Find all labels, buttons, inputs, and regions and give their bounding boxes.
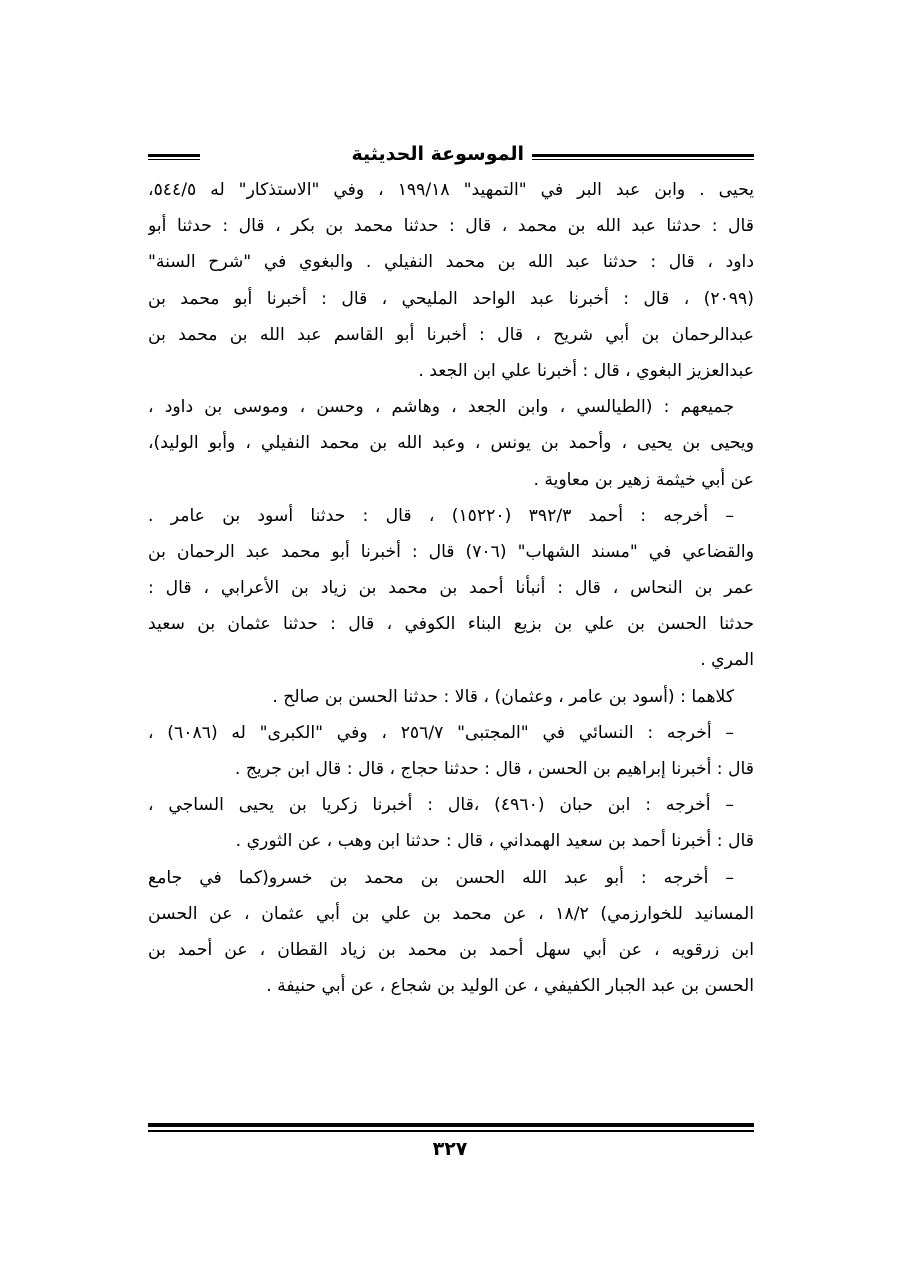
text-line: (٢٠٩٩) ، قال : أخبرنا عبد الواحد المليحي ، قال : أخبرنا أبو محمد بن <box>148 288 754 309</box>
header-rule-left <box>148 154 200 160</box>
footer-rule <box>148 1123 754 1132</box>
text-line: كلاهما : (أسود بن عامر ، وعثمان) ، قالا : حدثنا الحسن بن صالح . <box>272 686 734 707</box>
text-line: ابن زرقويه ، عن أبي سهل أحمد بن محمد بن زياد القطان ، عن أحمد بن <box>148 939 754 960</box>
text-line: قال : حدثنا عبد الله بن محمد ، قال : حدثنا محمد بن بكر ، قال : حدثنا أبو <box>148 216 754 237</box>
text-line: المسانيد للخوارزمي) ١٨/٢ ، عن محمد بن علي بن أبي عثمان ، عن الحسن <box>148 903 754 924</box>
text-line: الحسن بن عبد الجبار الكفيفي ، عن الوليد بن شجاع ، عن أبي حنيفة . <box>266 976 754 997</box>
text-line: عبدالرحمان بن أبي شريح ، قال : أخبرنا أبو القاسم عبد الله بن محمد بن <box>148 324 754 345</box>
text-line: جميعهم : (الطيالسي ، وابن الجعد ، وهاشم ، وحسن ، وموسى بن داود ، <box>148 397 734 418</box>
text-line: المري . <box>700 650 754 671</box>
header-rule-right <box>532 154 754 160</box>
header-title: الموسوعة الحديثية <box>351 143 524 165</box>
body-text <box>148 172 754 1004</box>
text-line: ويحيى بن يحيى ، وأحمد بن يونس ، وعبد الله بن محمد النفيلي ، وأبو الوليد)، <box>148 433 754 454</box>
text-line: يحيى . وابن عبد البر في "التمهيد" ١٩٩/١٨ ، وفي "الاستذكار" له ٥٤٤/٥، <box>148 180 754 200</box>
text-line: والقضاعي في "مسند الشهاب" (٧٠٦) قال : أخبرنا أبو محمد عبد الرحمان بن <box>148 541 754 562</box>
text-line: داود ، قال : حدثنا عبد الله بن محمد النفيلي . والبغوي في "شرح السنة" <box>148 252 754 273</box>
text-line: – أخرجه : أبو عبد الله الحسن بن محمد بن خسرو(كما في جامع <box>148 867 734 888</box>
text-line: حدثنا الحسن بن علي بن بزيع البناء الكوفي ، قال : حدثنا عثمان بن سعيد <box>148 614 754 635</box>
text-line: – أخرجه : ابن حبان (٤٩٦٠) ،قال : أخبرنا زكريا بن يحيى الساجي ، <box>148 795 734 816</box>
text-line: عمر بن النحاس ، قال : أنبأنا أحمد بن محمد بن زياد بن الأعرابي ، قال : <box>148 578 754 599</box>
text-line: – أخرجه : أحمد ٣٩٢/٣ (١٥٢٢٠) ، قال : حدثنا أسود بن عامر . <box>148 505 734 526</box>
text-line: – أخرجه : النسائي في "المجتبى" ٢٥٦/٧ ، وفي "الكبرى" له (٦٠٨٦) ، <box>148 722 734 743</box>
text-line: قال : أخبرنا أحمد بن سعيد الهمداني ، قال : حدثنا ابن وهب ، عن الثوري . <box>235 831 754 852</box>
text-line: عن أبي خيثمة زهير بن معاوية . <box>533 469 754 490</box>
page-number: ٣٢٧ <box>432 1138 468 1160</box>
running-header <box>148 140 754 170</box>
text-line: قال : أخبرنا إبراهيم بن الحسن ، قال : حدثنا حجاج ، قال : قال ابن جريج . <box>234 759 754 779</box>
text-line: عبدالعزيز البغوي ، قال : أخبرنا علي ابن الجعد . <box>418 360 754 381</box>
